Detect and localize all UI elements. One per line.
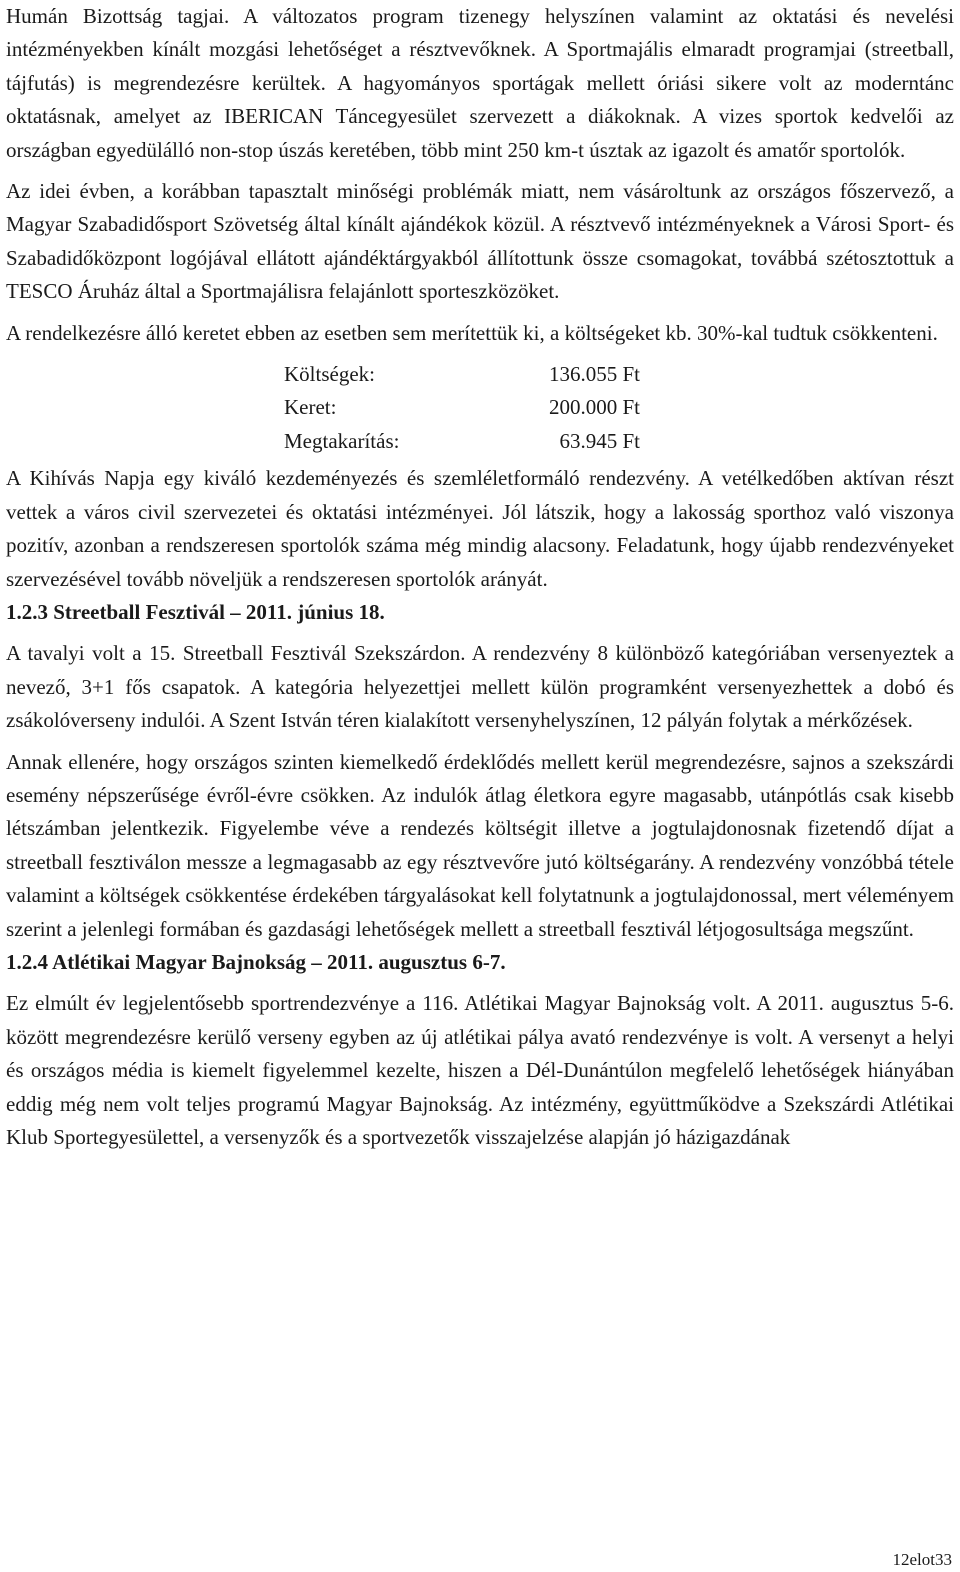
cost-summary [284,358,954,458]
paragraph-kihivas-napja: A Kihívás Napja egy kiváló kezdeményezés és szemléletformáló rendezvény. A vetélkedőben aktívan részt vettek a város civil szervezetei és oktatási intézményei. Jól látszik, hogy a lakosság sporthoz való viszonya pozitív, azonban a rendszeresen sportolók száma még mindig alacsony. Feladatunk, hogy újabb rendezvényeket szervezésével tovább növeljük a rendszeresen sportolók arányát. [6,466,954,591]
page-number-footer: 12elot33 [892,1550,952,1569]
paragraph-sportmajalis-programs: Humán Bizottság tagjai. A változatos program tizenegy helyszínen valamint az oktatási és nevelési intézményekben kínált mozgási lehetőséget a résztvevőknek. A Sportmajális elmaradt programjai (streetball, tájfutás) is megrendezésre kerültek. A hagyományos sportágak mellett óriási sikere volt az moderntánc oktatásnak, amelyet az IBERICAN Táncegyesület szervezett a diákoknak. A vizes sportok kedvelői az országban egyedülálló non-stop úszás keretében, több mint 250 km-t úsztak az igazolt és amatőr sportolók. [6,4,954,162]
paragraph-athletics-championship: Ez elmúlt év legjelentősebb sportrendezvénye a 116. Atlétikai Magyar Bajnokság volt. A 2011. augusztus 5-6. között megrendezésre kerülő verseny egyben az új atlétikai pálya avató rendezvénye is volt. A versenyt a helyi és országos média is kiemelt figyelemmel kezelte, hiszen a Dél-Dunántúlon megfelelő lehetőségek hiányában eddig még nem volt teljes programú Magyar Bajnokság. Az intézmény, együttműködve a Szekszárdi Atlétikai Klub Sportegyesülettel, a versenyzők és a sportvezetők visszajelzése alapján jó házigazdának [6,991,954,1149]
cost-row [284,358,954,391]
paragraph-gifts: Az idei évben, a korábban tapasztalt minőségi problémák miatt, nem vásároltunk az országos főszervező, a Magyar Szabadidősport Szövetség által kínált ajándékok közül. A résztvevő intézményeknek a Városi Sport- és Szabadidőközpont logójával ellátott ajándéktárgyakból állítottunk össze csomagokat, továbbá szétosztottuk a TESCO Áruház által a Sportmajálisra felajánlott sporteszközöket. [6,179,954,304]
cost-value: 136.055 Ft [548,362,640,387]
cost-value: 200.000 Ft [548,395,640,420]
cost-row [284,391,954,424]
paragraph-streetball-last-year: A tavalyi volt a 15. Streetball Fesztivál Szekszárdon. A rendezvény 8 különböző kategóriában versenyeztek a nevező, 3+1 fős csapatok. A kategória helyezettjei mellett külön programként versenyezhettek a dobó és zsákolóverseny indulói. A Szent István téren kialakított versenyhelyszínen, 12 pályán folytak a mérkőzések. [6,641,954,733]
paragraph-streetball-decline: Annak ellenére, hogy országos szinten kiemelkedő érdeklődés mellett kerül megrendezésre, sajnos a szekszárdi esemény népszerűsége évről-évre csökken. Az indulók átlag életkora egyre magasabb, utánpótlás csak kisebb létszámban jelentkezik. Figyelembe véve a rendezés költségit illetve a jogtulajdonosnak fizetendő díjat a streetball fesztiválon messze a legmagasabb az egy résztvevőre jutó költségarány. A rendezvény vonzóbbá tétele valamint a költségek csökkentése érdekében tárgyalásokat kell folytatnunk a jogtulajdonossal, mert véleményem szerint a jelenlegi formában és gazdasági lehetőségek mellett a streetball fesztivál létjogosultsága megszűnt. [6,749,954,941]
cost-label: Költségek: [284,362,375,387]
cost-label: Megtakarítás: [284,428,400,453]
cost-value: 63.945 Ft [559,428,640,453]
section-heading-streetball: 1.2.3 Streetball Fesztivál – 2011. június 18. [6,599,385,624]
section-heading-athletics: 1.2.4 Atlétikai Magyar Bajnokság – 2011. augusztus 6-7. [6,949,506,974]
document-page [6,0,954,1154]
cost-row [284,425,954,458]
cost-label: Keret: [284,395,337,420]
paragraph-budget-savings: A rendelkezésre álló keretet ebben az esetben sem merítettük ki, a költségeket kb. 30%-kal tudtuk csökkenteni. [6,320,938,345]
